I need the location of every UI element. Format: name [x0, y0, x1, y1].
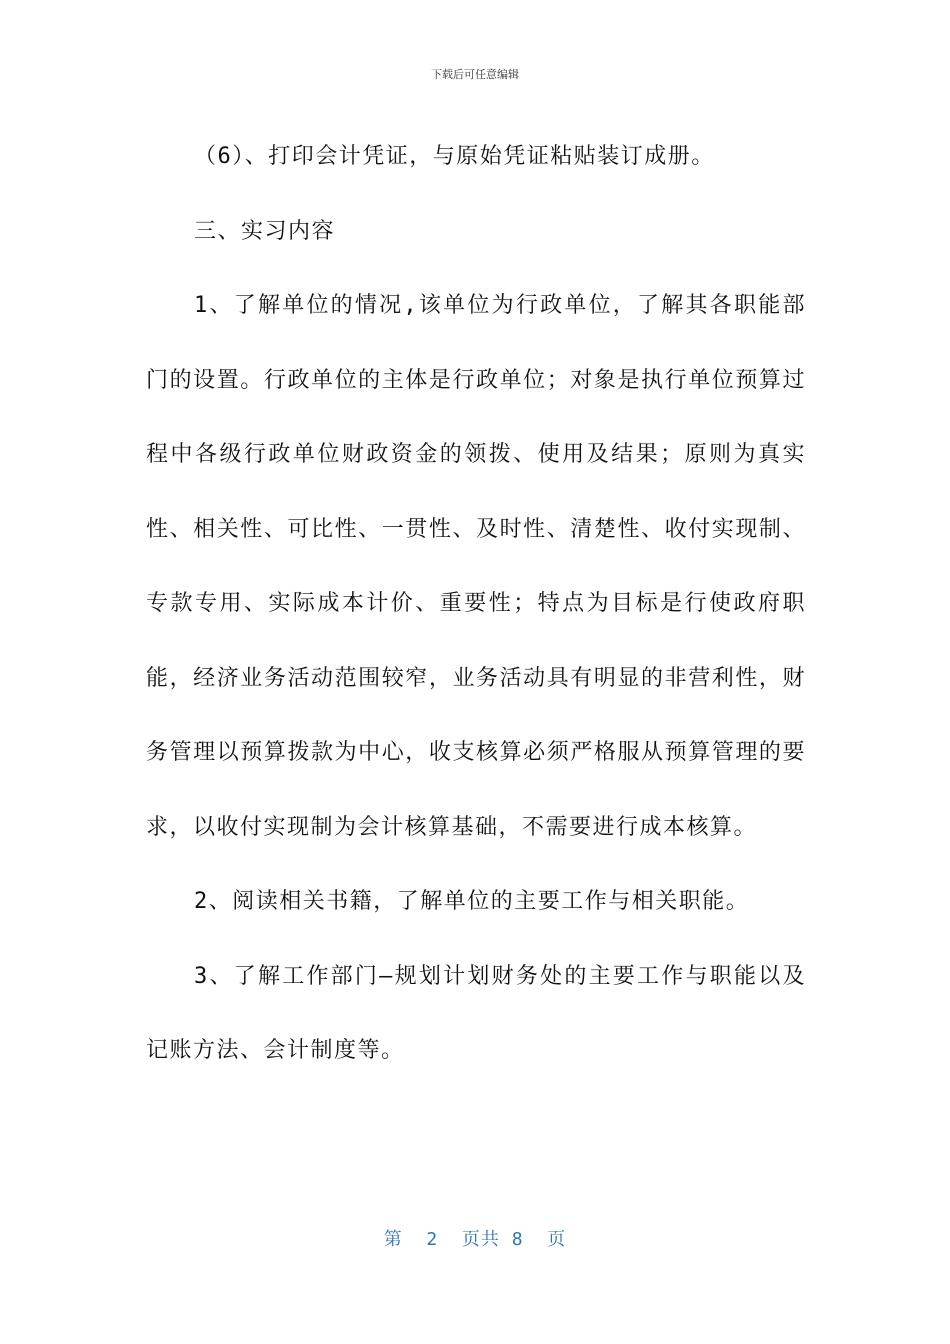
paragraph-item-1: 1、了解单位的情况,该单位为行政单位，了解其各职能部门的设置。行政单位的主体是行政单位；对象是执行单位预算过程中各级行政单位财政资金的领拨、使用及结果；原则为真实性、相关性、可比性、一贯性、及时性、清楚性、收付实现制、专款专用、实际成本计价、重要性；特点为目标是行使政府职能，经济业务活动范围较窄，业务活动具有明显的非营利性，财务管理以预算拨款为中心，收支核算必须严格服从预算管理的要求，以收付实现制为会计核算基础，不需要进行成本核算。	[146, 293, 806, 840]
document-body	[146, 120, 806, 1089]
page-number-footer: 第 2 页共 8 页	[383, 1229, 567, 1250]
paragraph-step-6: （6）、打印会计凭证，与原始凭证粘贴装订成册。	[194, 144, 715, 169]
header-note: 下载后可任意编辑	[431, 68, 519, 81]
section-heading-internship-content: 三、实习内容	[194, 218, 336, 244]
paragraph-item-2: 2、阅读相关书籍，了解单位的主要工作与相关职能。	[194, 889, 750, 914]
paragraph-item-3: 3、了解工作部门—规划计划财务处的主要工作与职能以及记账方法、会计制度等。	[146, 963, 806, 1063]
